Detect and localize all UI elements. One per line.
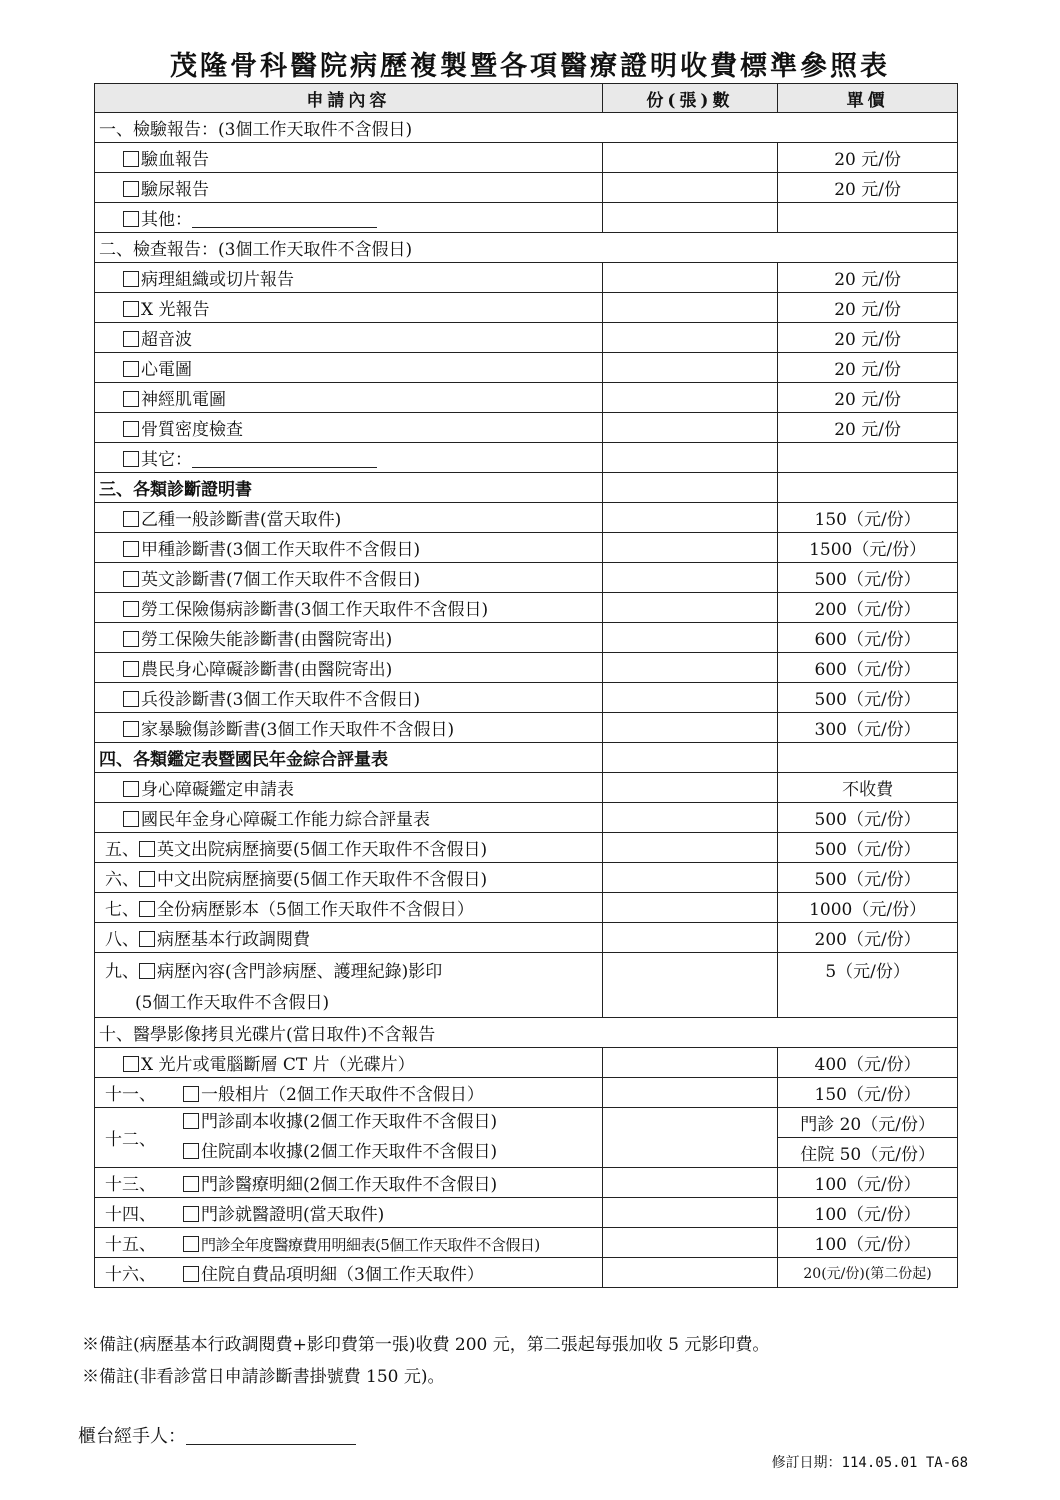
item-cell — [95, 503, 603, 533]
item-cell — [95, 863, 603, 893]
item-cell — [95, 1258, 603, 1288]
item-label: 其它： — [141, 450, 192, 470]
quantity-cell[interactable] — [602, 1258, 778, 1288]
item-cell — [95, 773, 603, 803]
price-cell — [778, 143, 958, 173]
item-cell — [95, 533, 603, 563]
price-cell — [778, 833, 958, 863]
price-cell — [778, 623, 958, 653]
item-label: 神經肌電圖 — [141, 390, 226, 410]
quantity-cell[interactable] — [602, 1198, 778, 1228]
item-price: 門診 20（元/份） — [800, 1115, 935, 1135]
checkbox[interactable] — [183, 1266, 199, 1282]
item-cell — [95, 323, 603, 353]
price-cell — [778, 533, 958, 563]
table-row — [95, 533, 958, 563]
checkbox[interactable] — [123, 151, 139, 167]
item-price: 200（元/份） — [814, 600, 921, 620]
table-row — [95, 413, 958, 443]
item-cell — [95, 293, 603, 323]
page-title: 茂隆骨科醫院病歷複製暨各項醫療證明收費標準參照表 — [170, 51, 890, 82]
quantity-cell[interactable] — [602, 503, 778, 533]
item-cell — [95, 623, 603, 653]
price-cell — [778, 863, 958, 893]
price-cell — [778, 953, 958, 1018]
item-label: 門診全年度醫療費用明細表(5個工作天取件不含假日) — [201, 1236, 540, 1254]
quantity-cell[interactable] — [602, 323, 778, 353]
checkbox[interactable] — [183, 1143, 199, 1159]
table-row — [95, 383, 958, 413]
section-label: 二、檢查報告：(3個工作天取件不含假日) — [99, 240, 413, 260]
checkbox[interactable] — [123, 211, 139, 227]
section-row — [95, 233, 958, 263]
item-number-cell — [95, 1108, 603, 1168]
quantity-cell[interactable] — [602, 743, 778, 773]
item-cell — [95, 1168, 603, 1198]
fee-table — [94, 83, 958, 1288]
item-cell — [95, 413, 603, 443]
price-cell — [778, 173, 958, 203]
note-1: ※備註(病歷基本行政調閱費+影印費第一張)收費 200 元，第二張起每張加收 5 元影印費。 — [82, 1335, 770, 1355]
checkbox[interactable] — [123, 511, 139, 527]
quantity-cell[interactable] — [602, 623, 778, 653]
table-row — [95, 713, 958, 743]
table-row — [95, 953, 958, 1018]
table-row — [95, 263, 958, 293]
price-cell — [778, 353, 958, 383]
checkbox[interactable] — [123, 631, 139, 647]
quantity-cell[interactable] — [602, 1168, 778, 1198]
checkbox[interactable] — [123, 301, 139, 317]
item-number: 十四、 — [105, 1205, 156, 1225]
price-cell — [778, 473, 958, 503]
item-price: 150（元/份） — [814, 510, 921, 530]
item-number: 十二、 — [105, 1130, 156, 1150]
quantity-cell[interactable] — [602, 863, 778, 893]
quantity-cell[interactable] — [602, 143, 778, 173]
price-cell — [778, 293, 958, 323]
quantity-cell[interactable] — [602, 473, 778, 503]
quantity-cell[interactable] — [602, 173, 778, 203]
checkbox[interactable] — [123, 421, 139, 437]
item-cell — [95, 833, 603, 863]
section-label: 十、醫學影像拷貝光碟片(當日取件)不含報告 — [99, 1025, 436, 1045]
item-price: 500（元/份） — [814, 570, 921, 590]
item-number: 十六、 — [105, 1265, 156, 1285]
item-label: 門診醫療明細(2個工作天取件不含假日) — [201, 1175, 498, 1195]
price-cell — [778, 1078, 958, 1108]
checkbox[interactable] — [139, 931, 155, 947]
item-number: 九、 — [105, 962, 139, 982]
item-price: 20 元/份 — [834, 420, 901, 440]
table-row — [95, 323, 958, 353]
item-number: 六、 — [105, 870, 139, 890]
item-cell — [95, 563, 603, 593]
blank-line[interactable] — [192, 450, 377, 468]
price-cell — [778, 383, 958, 413]
item-label: X 光片或電腦斷層 CT 片（光碟片） — [141, 1055, 415, 1075]
price-cell — [778, 263, 958, 293]
item-label: 病理組織或切片報告 — [141, 270, 294, 290]
revision-date: 修訂日期：114.05.01 TA-68 — [771, 1455, 968, 1471]
item-cell — [95, 713, 603, 743]
item-label: 甲種診斷書(3個工作天取件不含假日) — [141, 540, 421, 560]
item-price: 20 元/份 — [834, 390, 901, 410]
checkbox[interactable] — [123, 691, 139, 707]
item-cell — [95, 803, 603, 833]
price-cell — [778, 443, 958, 473]
checkbox[interactable] — [123, 1056, 139, 1072]
section-title — [95, 233, 958, 263]
table-row — [95, 1198, 958, 1228]
item-label: 住院自費品項明細（3個工作天取件） — [201, 1265, 484, 1285]
table-row — [95, 563, 958, 593]
quantity-cell[interactable] — [602, 653, 778, 683]
quantity-cell[interactable] — [602, 803, 778, 833]
table-row — [95, 293, 958, 323]
item-price: 5（元/份） — [825, 962, 910, 982]
item-label: 兵役診斷書(3個工作天取件不含假日) — [141, 690, 421, 710]
item-number: 十一、 — [105, 1085, 156, 1105]
table-row — [95, 923, 958, 953]
section-label: 三、各類診斷證明書 — [99, 480, 252, 500]
item-label: 全份病歷影本（5個工作天取件不含假日） — [157, 900, 474, 920]
note-2: ※備註(非看診當日申請診斷書掛號費 150 元)。 — [82, 1367, 445, 1387]
item-cell — [95, 893, 603, 923]
item-price: 100（元/份） — [814, 1175, 921, 1195]
table-row — [95, 1228, 958, 1258]
item-cell — [95, 203, 603, 233]
price-cell — [778, 563, 958, 593]
item-label: 病歷內容(含門診病歷、護理紀錄)影印 — [157, 962, 443, 982]
quantity-cell[interactable] — [602, 353, 778, 383]
item-price: 不收費 — [842, 780, 894, 800]
section-row — [95, 113, 958, 143]
item-label: 一般相片（2個工作天取件不含假日） — [201, 1085, 484, 1105]
section-row — [95, 743, 958, 773]
price-cell — [778, 803, 958, 833]
checkbox[interactable] — [123, 451, 139, 467]
item-cell — [95, 143, 603, 173]
checkbox[interactable] — [123, 541, 139, 557]
item-label: 家暴驗傷診斷書(3個工作天取件不含假日) — [141, 720, 455, 740]
item-number: 十五、 — [105, 1235, 156, 1255]
checkbox[interactable] — [139, 963, 155, 979]
item-price: 住院 50（元/份） — [800, 1145, 935, 1165]
item-cell — [95, 1228, 603, 1258]
item-label: 病歷基本行政調閱費 — [157, 930, 310, 950]
checkbox[interactable] — [183, 1176, 199, 1192]
table-row — [95, 593, 958, 623]
section-row — [95, 1018, 958, 1048]
item-label: 英文出院病歷摘要(5個工作天取件不含假日) — [157, 840, 488, 860]
price-cell — [778, 413, 958, 443]
quantity-cell[interactable] — [602, 563, 778, 593]
counter-handler-label: 櫃台經手人： — [78, 1426, 186, 1447]
checkbox[interactable] — [123, 181, 139, 197]
item-price: 1000（元/份） — [809, 900, 927, 920]
item-price: 150（元/份） — [814, 1085, 921, 1105]
item-cell — [95, 593, 603, 623]
item-label: 超音波 — [141, 330, 192, 350]
checkbox[interactable] — [123, 781, 139, 797]
price-cell — [778, 1048, 958, 1078]
item-cell — [95, 953, 603, 1018]
item-cell — [95, 1048, 603, 1078]
table-row — [95, 1168, 958, 1198]
checkbox[interactable] — [123, 391, 139, 407]
quantity-cell[interactable] — [602, 893, 778, 923]
section-title — [95, 743, 603, 773]
item-label: 農民身心障礙診斷書(由醫院寄出) — [141, 660, 393, 680]
checkbox[interactable] — [123, 361, 139, 377]
table-row — [95, 503, 958, 533]
quantity-cell[interactable] — [602, 1048, 778, 1078]
quantity-cell[interactable] — [602, 953, 778, 1018]
quantity-cell[interactable] — [602, 383, 778, 413]
item-label: 乙種一般診斷書(當天取件) — [141, 510, 342, 530]
item-number: 八、 — [105, 930, 139, 950]
price-cell — [778, 1258, 958, 1288]
item-cell — [95, 443, 603, 473]
item-price: 20 元/份 — [834, 270, 901, 290]
checkbox[interactable] — [123, 721, 139, 737]
price-cell — [778, 923, 958, 953]
item-label: 其他： — [141, 210, 192, 230]
price-cell — [778, 1228, 958, 1258]
checkbox[interactable] — [123, 601, 139, 617]
table-row — [95, 833, 958, 863]
table-row — [95, 773, 958, 803]
checkbox[interactable] — [183, 1113, 199, 1129]
section-row — [95, 473, 958, 503]
price-cell — [778, 683, 958, 713]
item-label: (5個工作天取件不含假日) — [135, 993, 330, 1013]
price-cell — [778, 743, 958, 773]
item-label: 門診就醫證明(當天取件) — [201, 1205, 385, 1225]
section-label: 四、各類鑑定表暨國民年金綜合評量表 — [99, 750, 388, 770]
item-label: 驗尿報告 — [141, 180, 209, 200]
item-label: 勞工保險傷病診斷書(3個工作天取件不含假日) — [141, 600, 489, 620]
checkbox[interactable] — [123, 571, 139, 587]
quantity-cell[interactable] — [602, 1078, 778, 1108]
price-cell — [778, 1198, 958, 1228]
section-title — [95, 473, 603, 503]
item-number: 五、 — [105, 840, 139, 860]
quantity-cell[interactable] — [602, 263, 778, 293]
checkbox[interactable] — [183, 1206, 199, 1222]
table-row — [95, 1258, 958, 1288]
item-cell — [95, 353, 603, 383]
price-cell — [778, 1168, 958, 1198]
item-price: 500（元/份） — [814, 870, 921, 890]
item-price: 100（元/份） — [814, 1235, 921, 1255]
quantity-cell[interactable] — [602, 713, 778, 743]
item-price: 20 元/份 — [834, 150, 901, 170]
quantity-cell[interactable] — [602, 533, 778, 563]
item-label: 住院副本收據(2個工作天取件不含假日) — [201, 1142, 498, 1162]
table-row — [95, 173, 958, 203]
quantity-cell[interactable] — [602, 1108, 778, 1168]
item-price: 20 元/份 — [834, 300, 901, 320]
table-row — [95, 863, 958, 893]
checkbox[interactable] — [123, 811, 139, 827]
item-price: 200（元/份） — [814, 930, 921, 950]
price-cell — [778, 593, 958, 623]
item-label: 驗血報告 — [141, 150, 209, 170]
header-price: 單價 — [778, 84, 958, 113]
table-row — [95, 683, 958, 713]
table-row — [95, 353, 958, 383]
quantity-cell[interactable] — [602, 773, 778, 803]
item-price: 500（元/份） — [814, 840, 921, 860]
table-row — [95, 1108, 958, 1138]
item-price: 600（元/份） — [814, 660, 921, 680]
item-label: 英文診斷書(7個工作天取件不含假日) — [141, 570, 421, 590]
item-cell — [95, 173, 603, 203]
quantity-cell[interactable] — [602, 443, 778, 473]
item-label: 勞工保險失能診斷書(由醫院寄出) — [141, 630, 393, 650]
item-label: 身心障礙鑑定申請表 — [141, 780, 294, 800]
section-title — [95, 1018, 958, 1048]
quantity-cell[interactable] — [602, 683, 778, 713]
item-price: 20 元/份 — [834, 330, 901, 350]
table-row — [95, 143, 958, 173]
item-price: 1500（元/份） — [809, 540, 927, 560]
price-cell — [778, 713, 958, 743]
item-price: 400（元/份） — [814, 1055, 921, 1075]
price-cell — [778, 1138, 958, 1168]
item-price: 20(元/份)(第二份起) — [803, 1265, 932, 1282]
blank-line[interactable] — [192, 210, 377, 228]
signature-line[interactable] — [186, 1427, 356, 1445]
table-row — [95, 893, 958, 923]
price-cell — [778, 203, 958, 233]
price-cell — [778, 653, 958, 683]
table-row — [95, 1048, 958, 1078]
quantity-cell[interactable] — [602, 593, 778, 623]
item-label: 門診副本收據(2個工作天取件不含假日) — [201, 1112, 498, 1132]
item-price: 500（元/份） — [814, 690, 921, 710]
item-number: 七、 — [105, 900, 139, 920]
item-label: 骨質密度檢查 — [141, 420, 243, 440]
checkbox[interactable] — [123, 661, 139, 677]
item-label: 中文出院病歷摘要(5個工作天取件不含假日) — [157, 870, 488, 890]
item-label: 心電圖 — [141, 360, 192, 380]
price-cell — [778, 773, 958, 803]
quantity-cell[interactable] — [602, 413, 778, 443]
item-price: 600（元/份） — [814, 630, 921, 650]
item-label: 國民年金身心障礙工作能力綜合評量表 — [141, 810, 430, 830]
item-cell — [95, 1198, 603, 1228]
price-cell — [778, 503, 958, 533]
table-row — [95, 653, 958, 683]
table-row — [95, 443, 958, 473]
checkbox[interactable] — [123, 331, 139, 347]
checkbox[interactable] — [183, 1236, 199, 1252]
quantity-cell[interactable] — [602, 203, 778, 233]
header-content: 申請內容 — [95, 84, 603, 113]
checkbox[interactable] — [139, 871, 155, 887]
quantity-cell[interactable] — [602, 923, 778, 953]
item-price: 100（元/份） — [814, 1205, 921, 1225]
checkbox[interactable] — [183, 1086, 199, 1102]
item-cell — [95, 383, 603, 413]
price-cell — [778, 323, 958, 353]
price-cell — [778, 893, 958, 923]
item-price: 20 元/份 — [834, 360, 901, 380]
item-cell — [95, 1078, 603, 1108]
checkbox[interactable] — [123, 271, 139, 287]
item-price: 500（元/份） — [814, 810, 921, 830]
table-row — [95, 203, 958, 233]
item-cell — [95, 683, 603, 713]
quantity-cell[interactable] — [602, 1228, 778, 1258]
table-row — [95, 803, 958, 833]
item-cell — [95, 653, 603, 683]
item-label: X 光報告 — [141, 300, 210, 320]
checkbox[interactable] — [139, 901, 155, 917]
table-row — [95, 623, 958, 653]
quantity-cell[interactable] — [602, 833, 778, 863]
item-price: 300（元/份） — [814, 720, 921, 740]
item-cell — [95, 263, 603, 293]
item-price: 20 元/份 — [834, 180, 901, 200]
table-header-row — [95, 84, 958, 113]
price-cell — [778, 1108, 958, 1138]
section-label: 一、檢驗報告：(3個工作天取件不含假日) — [99, 120, 413, 140]
quantity-cell[interactable] — [602, 293, 778, 323]
table-row — [95, 1078, 958, 1108]
counter-handler — [78, 1422, 356, 1448]
item-number: 十三、 — [105, 1175, 156, 1195]
item-cell — [95, 923, 603, 953]
checkbox[interactable] — [139, 841, 155, 857]
section-title — [95, 113, 958, 143]
header-quantity: 份(張)數 — [602, 84, 778, 113]
